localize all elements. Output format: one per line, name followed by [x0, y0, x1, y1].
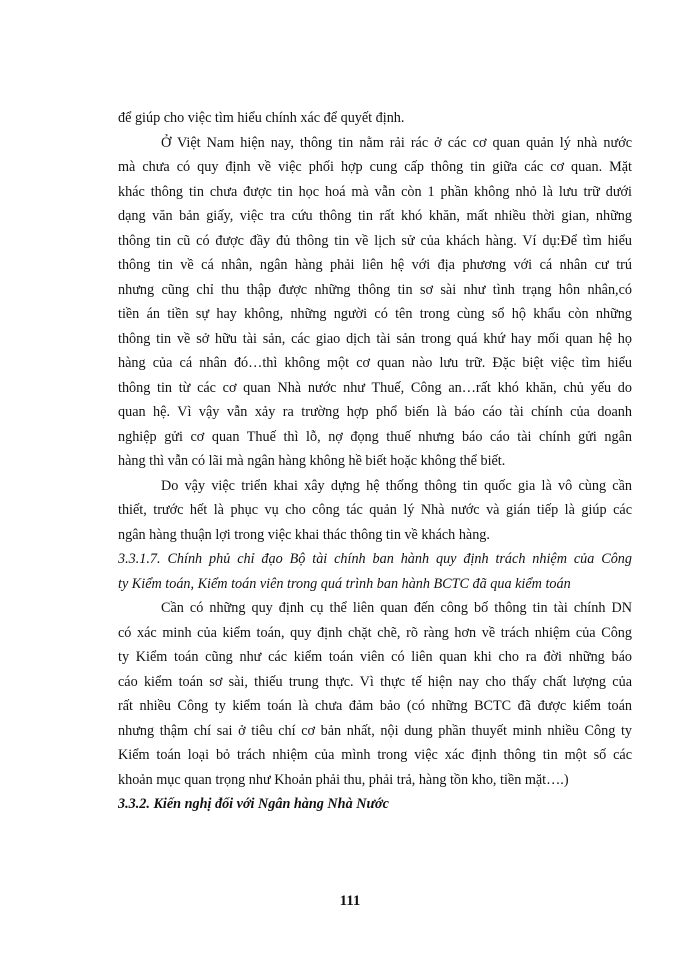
- paragraph-audit-regulations: [118, 596, 632, 792]
- paragraph-vietnam-info: [118, 131, 632, 474]
- text-line: nhưng thậm chí sai ở tiêu chí cơ bản nhất, nội dung phần thuyết minh nhiều Công ty: [118, 722, 632, 739]
- text-line: Kiểm toán loại bỏ trách nhiệm của mình trong việc xác định thông tin một số các: [118, 747, 632, 763]
- text-line: khoản mục quan trọng như Khoản phải thu, phải trả, hàng tồn kho, tiền mặt….): [118, 771, 569, 788]
- text-line: thông tin về sở hữu tài sản, các giao dịch tài sản trong quá khứ hay mối quan hệ họ: [118, 330, 632, 347]
- text-line: thông tin từ các cơ quan Nhà nước như Thuế, Công an…rất khó khăn, chủ yếu do: [118, 379, 632, 396]
- text-line: Ở Việt Nam hiện nay, thông tin nằm rải rác ở các cơ quan quản lý nhà nước: [161, 134, 632, 151]
- text-line: Cần có những quy định cụ thể liên quan đến công bố thông tin tài chính DN: [161, 600, 632, 616]
- text-line: tiền án tiền sự hay không, những người có tên trong cùng sổ hộ khẩu còn những: [118, 306, 632, 322]
- paragraph-continuation: [118, 106, 632, 131]
- text-line: cáo kiểm toán sơ sài, thiếu trung thực. Vì thực tế hiện nay cho thấy chất lượng của: [118, 673, 632, 690]
- text-line: hàng của cá nhân đó…thì không một cơ quan nào lưu trữ. Đặc biệt việc tìm hiểu: [118, 355, 632, 371]
- text-line: nhưng cũng chỉ thu thập được những thông tin sơ sài như tình trạng hôn nhân,có: [118, 281, 632, 298]
- text-line: ngân hàng thuận lợi trong việc khai thác thông tin về khách hàng.: [118, 526, 490, 543]
- text-line: dạng văn bản giấy, việc tra cứu thông tin rất khó khăn, mất nhiều thời gian, những: [118, 208, 632, 224]
- text-line: Do vậy việc triển khai xây dựng hệ thống thông tin quốc gia là vô cùng cần: [161, 477, 632, 494]
- section-heading-3-3-2: [118, 792, 632, 817]
- text-line: để giúp cho việc tìm hiểu chính xác để quyết định.: [118, 110, 405, 126]
- text-line: hàng thì vẫn có lãi mà ngân hàng không hề biết hoặc không thể biết.: [118, 453, 506, 469]
- page-number: 111: [339, 893, 361, 909]
- text-line: thông tin cũ có được đầy đủ thông tin về lịch sử của khách hàng. Ví dụ:Để tìm hiểu: [118, 232, 632, 249]
- text-line: thông tin về cá nhân, ngân hàng phải liên hệ với địa phương với cá nhân cư trú: [118, 257, 632, 273]
- text-line: có xác minh của kiểm toán, quy định chặt chẽ, rõ ràng hơn về trách nhiệm của Công: [118, 624, 632, 641]
- heading-line: ty Kiểm toán, Kiểm toán viên trong quá trình ban hành BCTC đã qua kiểm toán: [118, 575, 571, 592]
- text-line: thiết, trước hết là phục vụ cho công tác quản lý Nhà nước và gián tiếp là giúp các: [118, 502, 632, 518]
- document-body: [118, 106, 632, 817]
- text-line: mà chưa có quy định về việc phối hợp cung cấp thông tin giữa các cơ quan. Mặt: [118, 159, 632, 175]
- text-line: rất nhiều Công ty kiểm toán là chưa đảm bảo (có những BCTC đã được kiểm toán: [118, 698, 632, 714]
- text-line: nghiệp gửi cơ quan Thuế thì lỗ, nợ đọng thuế nhưng báo cáo tài chính gửi ngân: [118, 428, 632, 445]
- text-line: quan hệ. Vì vậy vẫn xảy ra trường hợp phổ biến là báo cáo tài chính của doanh: [118, 404, 632, 420]
- text-line: khác thông tin chưa được tin học hoá mà vẫn còn 1 phần không nhỏ là lưu trữ dưới: [118, 183, 632, 200]
- heading-line: 3.3.1.7. Chính phủ chỉ đạo Bộ tài chính ban hành quy định trách nhiệm của Công: [118, 551, 632, 567]
- paragraph-national-system: [118, 474, 632, 548]
- text-line: ty Kiểm toán cũng như các kiểm toán viên có liên quan khi cho ra đời những báo: [118, 649, 632, 665]
- section-heading-3-3-1-7: [118, 547, 632, 596]
- heading-line: 3.3.2. Kiến nghị đối với Ngân hàng Nhà Nước: [118, 796, 389, 812]
